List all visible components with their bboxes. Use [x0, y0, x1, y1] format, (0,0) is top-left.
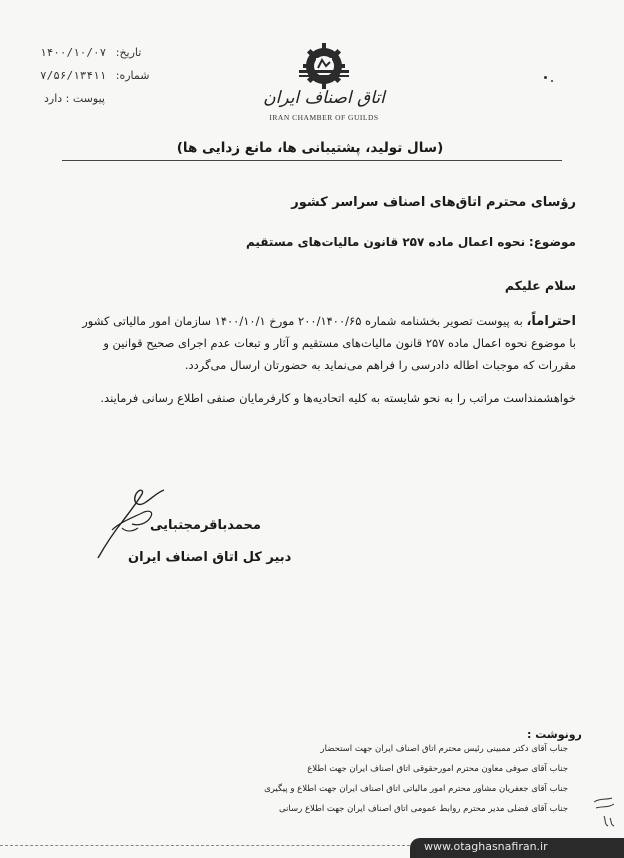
cc-item: جناب آقای دکتر ممبینی رئیس محترم اتاق اصناف ایران جهت استحضار	[320, 744, 568, 754]
date-label: تاریخ:	[115, 46, 142, 59]
subject-text: نحوه اعمال ماده ۲۵۷ قانون مالیات‌های مستقیم	[245, 235, 526, 249]
paragraph-1-line-1	[82, 314, 576, 329]
speck	[551, 80, 553, 82]
date-value: ۱۴۰۰/۱۰/۰۷	[40, 46, 107, 59]
paragraph-2: خواهشمنداست مراتب را به نحو شایسته به کلیه اتحادیه‌ها و کارفرمایان صنفی اطلاع رسانی فرمایند.	[100, 391, 576, 405]
paragraph-1-line-2: با موضوع نحوه اعمال ماده ۲۵۷ قانون مالیات‌های مستقیم و آثار و تبعات عدم اجرای صحیح قوانین و	[103, 336, 576, 350]
cc-title: رونوشت :	[527, 728, 582, 741]
recipient-line: رؤسای محترم اتاق‌های اصناف سراسر کشور	[291, 195, 576, 210]
slogan-underline	[62, 160, 562, 161]
attachment-row	[44, 92, 105, 105]
number-row	[40, 69, 149, 82]
subject-label: موضوع:	[528, 235, 576, 249]
paragraph-1-text: به پیوست تصویر بخشنامه شماره ۲۰۰/۱۴۰۰/۶۵ مورخ ۱۴۰۰/۱۰/۱ سازمان امور مالیاتی کشور	[82, 314, 523, 328]
opening-word: احتراماً،	[526, 314, 576, 329]
date-row	[40, 46, 141, 59]
signer-title: دبیر کل اتاق اصناف ایران	[128, 550, 292, 565]
logo-name-fa: اتاق اصناف ایران	[263, 88, 385, 108]
subject-line	[246, 235, 576, 249]
footer-rule	[0, 845, 410, 846]
cc-item: جناب آقای فضلی مدیر محترم روابط عمومی اتاق اصناف ایران جهت اطلاع رسانی	[278, 804, 568, 814]
cc-item: جناب آقای جعفریان مشاور محترم امور مالیاتی اتاق اصناف ایران جهت اطلاع و پیگیری	[264, 784, 568, 794]
cc-item: جناب آقای صوفی معاون محترم امورحقوقی اتاق اصناف ایران جهت اطلاع	[307, 764, 568, 774]
handwritten-note	[592, 796, 618, 828]
speck	[544, 76, 547, 79]
guild-chamber-logo	[296, 42, 352, 90]
number-value: ۷/۵۶/۱۳۴۱۱	[40, 69, 107, 82]
number-label: شماره:	[115, 69, 150, 82]
logo-name-en: IRAN CHAMBER OF GUILDS	[269, 113, 379, 122]
greeting: سلام علیکم	[504, 278, 576, 293]
signer-name: محمدباقرمجتبایی	[150, 518, 261, 533]
year-slogan: (سال تولید، پشتیبانی ها، مانع زدایی ها)	[176, 140, 444, 156]
paragraph-1-line-3: مقررات که موجبات اطاله دادرسی را فراهم می‌نماید به حضورتان ارسال می‌گردد.	[184, 358, 576, 372]
attachment-label: پیوست : دارد	[44, 92, 105, 105]
footer-url[interactable]: www.otaghasnafiran.ir	[424, 840, 548, 853]
